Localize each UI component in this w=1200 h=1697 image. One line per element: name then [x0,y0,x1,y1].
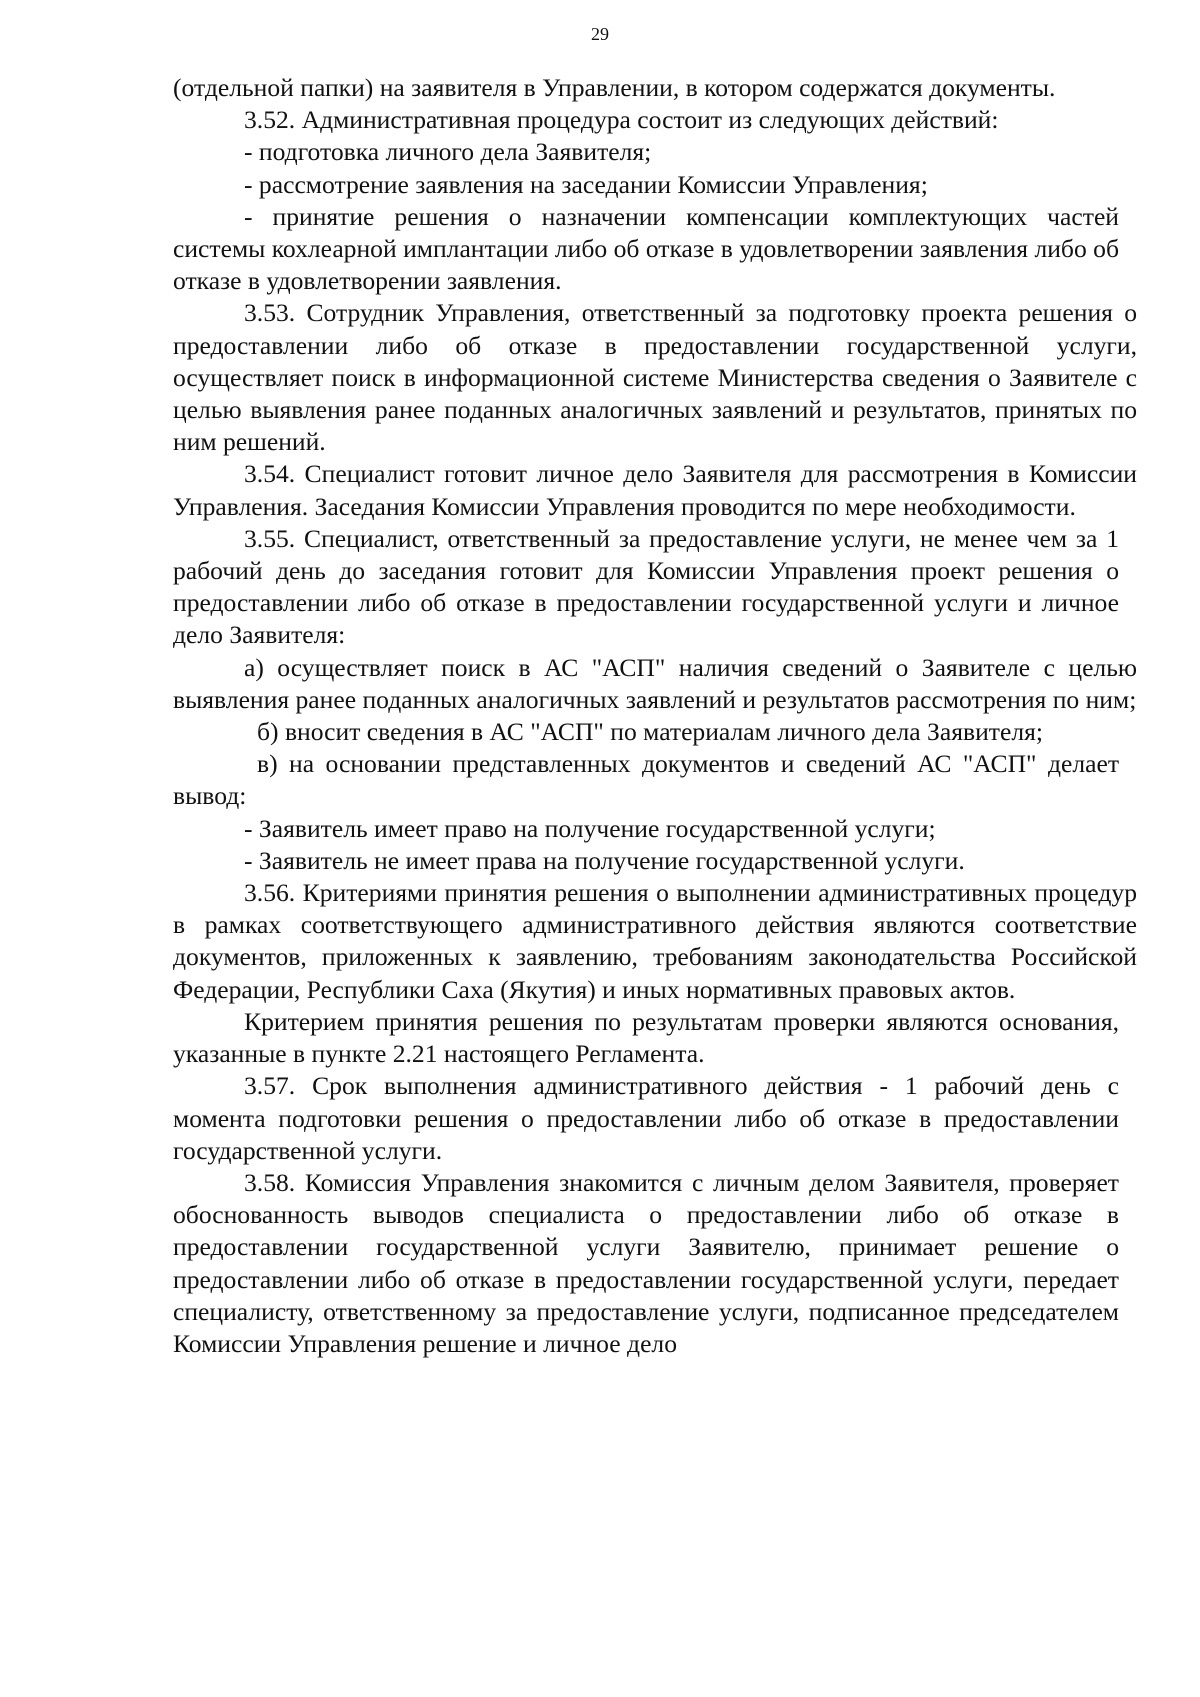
paragraph-3-52: 3.52. Административная процедура состоит из следующих действий: [244,105,999,135]
subitem-v: в) на основании представленных документов и сведений АС "АСП" делает вывод: [173,749,1119,811]
subitem-a: а) осуществляет поиск в АС "АСП" наличия сведений о Заявителе с целью выявления ранее поданных аналогичных заявлений и результатов рассмотрения по ним; [173,652,1137,714]
list-item-review: - рассмотрение заявления на заседании Комиссии Управления; [244,169,928,199]
paragraph-criterion: Критерием принятия решения по результатам проверки являются основания, указанные в пункте 2.21 настоящего Регламента. [173,1006,1119,1069]
paragraph-3-53: 3.53. Сотрудник Управления, ответственный за подготовку проекта решения о предоставлении либо об отказе в предоставлении государственной услуги, осуществляет поиск в информационной системе Министерства сведения о Заявителе с целью выявления ранее поданных аналогичных заявлений и результатов, принятых по ним решений. [173,298,1137,457]
conclusion-not-eligible: - Заявитель не имеет права на получение государственной услуги. [244,845,965,875]
paragraph-3-56: 3.56. Критериями принятия решения о выполнении административных процедур в рамках соответствующего административного действия являются соответствие документов, приложенных к заявлению, требованиям законодательства Российской Федерации, Республики Саха (Якутия) и иных нормативных правовых актов. [173,878,1137,1004]
document-body [173,72,1137,1360]
list-item-decision: - принятие решения о назначении компенсации комплектующих частей системы кохлеарной имплантации либо об отказе в удовлетворении заявления либо об отказе в удовлетворении заявления. [173,201,1119,296]
conclusion-eligible: - Заявитель имеет право на получение государственной услуги; [244,813,936,843]
subitem-b: б) вносит сведения в АС "АСП" по материалам личного дела Заявителя; [257,717,1043,747]
paragraph-3-55: 3.55. Специалист, ответственный за предоставление услуги, не менее чем за 1 рабочий день до заседания готовит для Комиссии Управления проект решения о предоставлении либо об отказе в предоставлении государственной услуги и личное дело Заявителя: [173,523,1119,650]
paragraph-3-57: 3.57. Срок выполнения административного действия - 1 рабочий день с момента подготовки решения о предоставлении либо об отказе в предоставлении государственной услуги. [173,1071,1119,1165]
paragraph-3-58: 3.58. Комиссия Управления знакомится с личным делом Заявителя, проверяет обоснованность выводов специалиста о предоставлении либо об отказе в предоставлении государственной услуги Заявителю, принимает решение о предоставлении либо об отказе в предоставлении государственной услуги, передает специалисту, ответственному за предоставление услуги, подписанное председателем Комиссии Управления решение и личное дело [173,1167,1119,1358]
paragraph-continuation: (отдельной папки) на заявителя в Управлении, в котором содержатся документы. [173,73,1056,102]
list-item-dossier: - подготовка личного дела Заявителя; [244,137,652,167]
paragraph-3-54: 3.54. Специалист готовит личное дело Заявителя для рассмотрения в Комиссии Управления. Заседания Комиссии Управления проводится по мере необходимости. [173,459,1137,521]
page-number: 29 [591,24,609,44]
